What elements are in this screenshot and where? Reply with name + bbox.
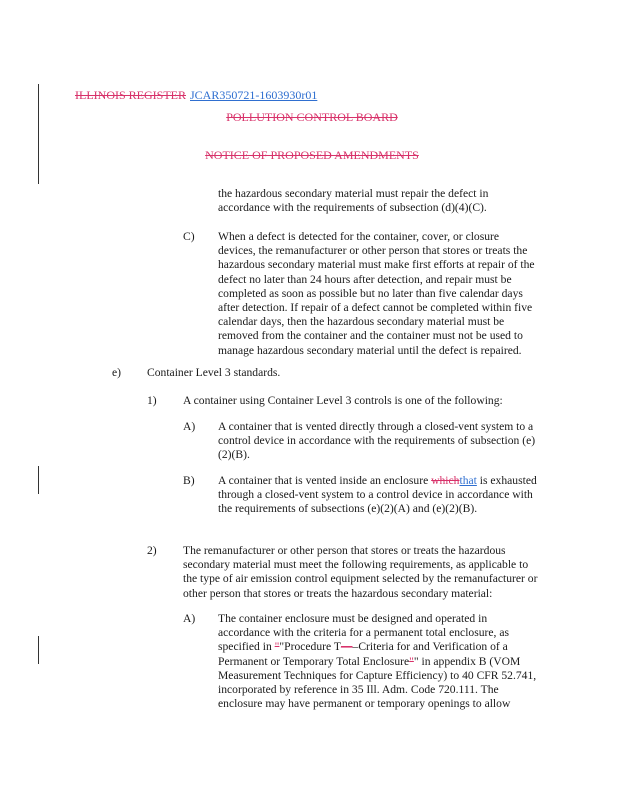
notice-header (0, 148, 624, 163)
board-header (0, 110, 624, 125)
change-bar (38, 466, 39, 494)
item-c-text: When a defect is detected for the container, cover, or closure devices, the remanufacturer or other person that stores or treats the hazardous secondary material must make first efforts at repair of the defect no later than 24 hours after detection, and repair must be completed as soon as possible but no later than five calendar days after detection. If repair of a defect cannot be completed within five calendar days, then the hazardous secondary material must be removed from the container and the container must not be used to manage hazardous secondary material until the defect is repaired. (218, 230, 535, 357)
item-label-c: C) (183, 230, 195, 243)
deleted-quote: " (274, 640, 280, 654)
item-label-e2a: A) (183, 612, 196, 625)
deleted-quote: " (409, 654, 414, 668)
change-bar (38, 84, 39, 184)
deleted-dash: — (340, 640, 353, 654)
board-title: POLLUTION CONTROL BOARD (226, 110, 398, 124)
register-header (75, 88, 317, 103)
inserted-word: that (459, 474, 477, 487)
item-label-e2: 2) (147, 544, 157, 557)
item-label-e1b: B) (183, 474, 195, 487)
change-bar (38, 636, 39, 664)
item-e1a-text: A container that is vented directly through a closed-vent system to a control device in accordance with the requirements of subsection (e)(2)(B). (218, 420, 536, 462)
item-label-e: e) (112, 366, 122, 379)
item-e-text: Container Level 3 standards. (147, 366, 281, 379)
item-label-e1a: A) (183, 420, 196, 433)
register-inserted: JCAR350721-1603930r01 (190, 88, 318, 102)
register-deleted: ILLINOIS REGISTER (75, 88, 186, 102)
item-e2-text: The remanufacturer or other person that stores or treats the hazardous secondary material must meet the following requirements, as applicable to the type of air emission control equipment selected by the remanufacturer or other person that stores or treats the hazardous secondary material: (183, 544, 538, 600)
deleted-word: which (431, 474, 460, 487)
continued-paragraph: the hazardous secondary material must repair the defect in accordance with the requirements of subsection (d)(4)(C). (218, 187, 489, 215)
item-e1b-text: A container that is vented inside an enclosure whichthat is exhausted through a closed-vent system to a control device in accordance with the requirements of subsections (e)(2)(A) and (e)(2)(B). (218, 474, 537, 516)
notice-title: NOTICE OF PROPOSED AMENDMENTS (205, 148, 419, 162)
item-label-e1: 1) (147, 394, 157, 407)
item-e2a-text: The container enclosure must be designed and operated in accordance with the criteria for a permanent total enclosure, as specified in ""Procedure T—–Criteria for and Verification of a Permanent or Temporary Total Enclosure"" in appendix B (VOM Measurement Techniques for Capture Efficiency) to 40 CFR 52.741, incorporated by reference in 35 Ill. Adm. Code 720.111. The enclosure may have permanent or temporary openings to allow (218, 612, 537, 711)
item-e1-text: A container using Container Level 3 controls is one of the following: (183, 394, 503, 407)
